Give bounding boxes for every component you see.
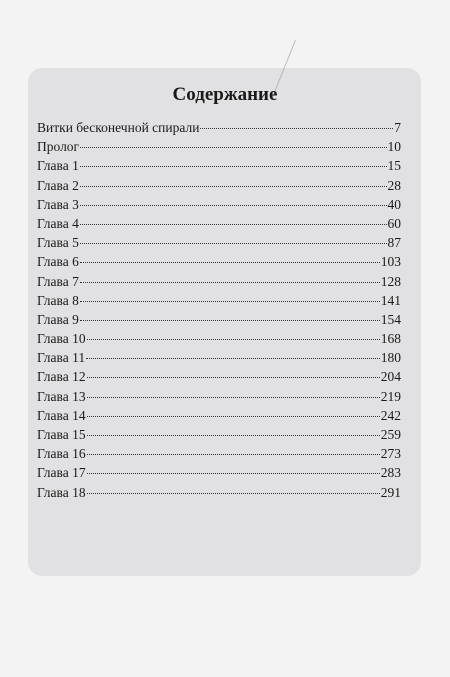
toc-entry-page: 28: [387, 177, 401, 193]
dot-leader: [80, 320, 380, 321]
toc-entry-label: Глава 6: [37, 254, 79, 270]
toc-entry: [37, 329, 401, 348]
toc-entry-label: Глава 16: [37, 446, 86, 462]
toc-entry-label: Глава 7: [37, 273, 79, 289]
dot-leader: [87, 493, 380, 494]
dot-leader: [80, 224, 387, 225]
toc-entry-label: Глава 3: [37, 196, 79, 212]
dot-leader: [80, 166, 387, 167]
toc-entry-page: 7: [394, 120, 401, 135]
toc-entry-page: 141: [380, 292, 401, 308]
dot-leader: [86, 358, 380, 359]
dot-leader: [200, 128, 393, 129]
toc-entry: [37, 425, 401, 444]
toc-entry-label: Глава 10: [37, 331, 86, 347]
toc-entry: [37, 463, 401, 482]
toc-entry-label: Пролог: [37, 139, 80, 155]
dot-leader: [80, 147, 386, 148]
toc-entry-label: Глава 15: [37, 427, 86, 442]
toc-entry-label: Глава 1: [37, 158, 79, 174]
toc-entry-page: 10: [387, 139, 401, 155]
toc-entry-label: Глава 12: [37, 369, 86, 385]
toc-entry-label: Глава 14: [37, 407, 86, 423]
toc-entry: [37, 444, 401, 463]
dot-leader: [80, 243, 387, 244]
dot-leader: [80, 262, 380, 263]
toc-entry-page: 40: [387, 196, 401, 212]
dot-leader: [87, 435, 380, 436]
toc-entry-page: 128: [380, 273, 401, 289]
dot-leader: [87, 339, 380, 340]
toc-entry: [37, 214, 401, 233]
dot-leader: [80, 301, 380, 302]
toc-entry: [37, 195, 401, 214]
toc-entry-page: 168: [380, 331, 401, 347]
toc-entry-page: 242: [380, 407, 401, 423]
toc-entry-label: Глава 2: [37, 177, 79, 193]
toc-entry: [37, 156, 401, 175]
toc-entry-label: Витки бесконечной спирали: [37, 120, 200, 135]
toc-entry-page: 180: [380, 350, 401, 366]
dot-leader: [87, 454, 380, 455]
toc-entry: [37, 176, 401, 195]
toc-entry: [37, 483, 401, 502]
toc-entry-label: Глава 18: [37, 484, 86, 500]
toc-entry-page: 291: [380, 484, 401, 500]
dot-leader: [87, 416, 380, 417]
dot-leader: [80, 282, 380, 283]
toc-entry: [37, 310, 401, 329]
dot-leader: [87, 473, 380, 474]
toc-entry-page: 283: [380, 465, 401, 481]
toc-entry: [37, 137, 401, 156]
dot-leader: [87, 377, 380, 378]
dot-leader: [80, 186, 387, 187]
toc-entry-page: 87: [387, 235, 401, 251]
toc-entry-page: 259: [380, 427, 401, 442]
toc-entry-label: Глава 4: [37, 215, 79, 231]
toc-entry-page: 204: [380, 369, 401, 385]
toc-entry: [37, 406, 401, 425]
toc-entry: [37, 233, 401, 252]
toc-entry-page: 154: [380, 311, 401, 327]
toc-entry-page: 103: [380, 254, 401, 270]
toc-entry-label: Глава 8: [37, 292, 79, 308]
toc-entry: [37, 291, 401, 310]
toc-entry: [37, 367, 401, 386]
toc-entry-page: 15: [387, 158, 401, 174]
toc-entry-label: Глава 13: [37, 388, 86, 404]
toc-entry: [37, 252, 401, 271]
toc-entry-page: 219: [380, 388, 401, 404]
toc-entry: [37, 118, 401, 137]
toc-entry: [37, 387, 401, 406]
toc-entry-label: Глава 11: [37, 350, 86, 366]
toc-entry-label: Глава 5: [37, 235, 79, 251]
dot-leader: [80, 205, 387, 206]
dot-leader: [87, 397, 380, 398]
table-of-contents: [37, 118, 401, 502]
page-title: Содержание: [172, 84, 278, 105]
toc-entry: [37, 348, 401, 367]
toc-entry-label: Глава 9: [37, 311, 79, 327]
toc-entry: [37, 272, 401, 291]
toc-entry-page: 60: [387, 215, 401, 231]
toc-entry-page: 273: [380, 446, 401, 462]
toc-entry-label: Глава 17: [37, 465, 86, 481]
